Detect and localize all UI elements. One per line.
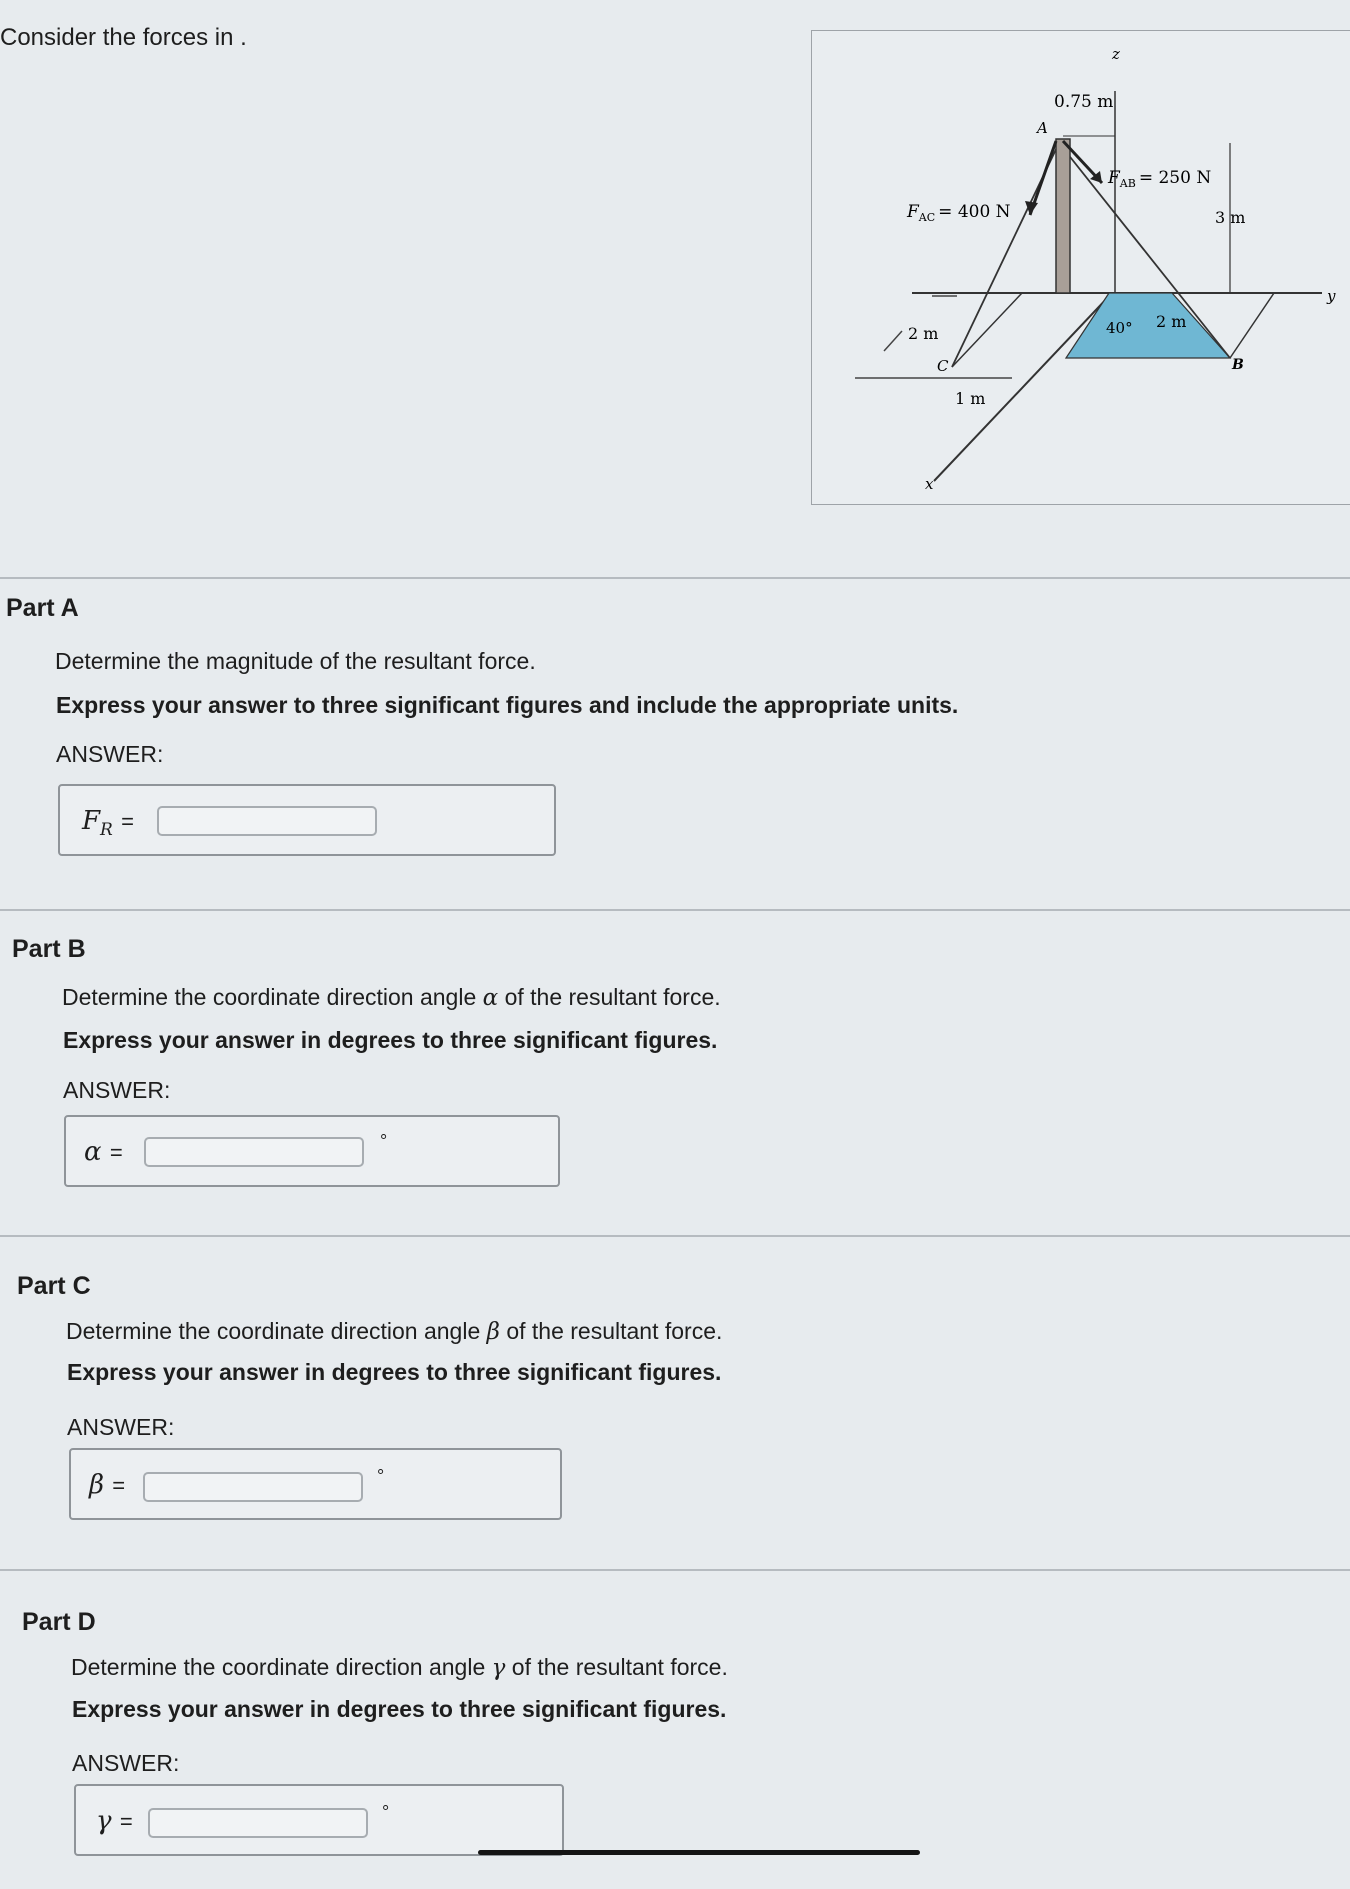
force-diagram [812, 31, 1350, 506]
one-m-label: 1 m [955, 389, 986, 408]
part-a-question: Determine the magnitude of the resultant force. [55, 648, 536, 674]
part-a-answer-label: ANSWER: [56, 741, 164, 767]
part-a-variable: $F_R$ = [82, 806, 134, 841]
part-c-answer-box [69, 1448, 562, 1520]
part-d-answer-label: ANSWER: [72, 1750, 180, 1776]
home-indicator-bar [478, 1850, 920, 1855]
section-divider [0, 1235, 1350, 1237]
part-d-answer-input[interactable] [148, 1808, 368, 1838]
part-a-instruction: Express your answer to three significant figures and include the appropriate units. [56, 692, 959, 718]
x-axis-label: x [925, 475, 934, 493]
part-a-answer-box [58, 784, 556, 856]
alpha-symbol: α [482, 985, 499, 1011]
beta-symbol: β [486, 1319, 500, 1345]
part-d-variable: γ = [96, 1806, 133, 1836]
tick-mark [884, 331, 902, 351]
part-b-answer-box [64, 1115, 560, 1187]
pole [1056, 139, 1070, 293]
part-b-degree-unit: ° [380, 1131, 388, 1151]
force-ab-label: $F_{AB} = 250$ N [1108, 168, 1212, 190]
part-b-answer-label: ANSWER: [63, 1077, 171, 1103]
part-d-answer-box [74, 1784, 564, 1856]
part-c-degree-unit: ° [377, 1466, 385, 1486]
part-c-title: Part C [17, 1272, 91, 1300]
part-b-question: Determine the coordinate direction angle α of the resultant force. [62, 984, 721, 1011]
part-d-instruction: Express your answer in degrees to three significant figures. [72, 1696, 727, 1722]
part-d-title: Part D [22, 1608, 96, 1636]
z-label: z [1112, 45, 1120, 63]
part-d-question: Determine the coordinate direction angle γ of the resultant force. [71, 1654, 728, 1681]
shaded-region [1066, 293, 1230, 358]
force-ac-label: $F_{AC} = 400$ N [907, 202, 1011, 224]
point-b-label: B [1232, 357, 1244, 373]
y-axis-label: y [1327, 287, 1336, 305]
part-a-answer-input[interactable] [157, 806, 377, 836]
two-m-left-label: 2 m [908, 324, 939, 343]
angle-label: 40° [1106, 319, 1133, 337]
problem-figure [811, 30, 1350, 505]
base-line-b [1230, 293, 1274, 358]
two-m-right-label: 2 m [1156, 312, 1187, 331]
three-m-label: 3 m [1215, 208, 1246, 227]
gamma-symbol: γ [491, 1655, 506, 1681]
x-axis-line [934, 293, 1112, 481]
part-d-degree-unit: ° [382, 1802, 390, 1822]
problem-intro: Consider the forces in . [0, 24, 247, 51]
part-b-title: Part B [12, 935, 86, 963]
part-a-title: Part A [6, 594, 79, 622]
part-c-answer-label: ANSWER: [67, 1414, 175, 1440]
part-c-variable: β = [89, 1470, 126, 1500]
part-b-answer-input[interactable] [144, 1137, 364, 1167]
section-divider [0, 909, 1350, 911]
section-divider [0, 577, 1350, 579]
base-line-c [952, 293, 1022, 367]
part-c-question: Determine the coordinate direction angle β of the resultant force. [66, 1318, 723, 1345]
point-a-label: A [1037, 119, 1048, 137]
part-c-answer-input[interactable] [143, 1472, 363, 1502]
section-divider [0, 1569, 1350, 1571]
part-c-instruction: Express your answer in degrees to three significant figures. [67, 1359, 722, 1385]
part-b-instruction: Express your answer in degrees to three significant figures. [63, 1027, 718, 1053]
part-b-variable: α = [84, 1137, 123, 1167]
top-dimension-label: 0.75 m [1054, 92, 1114, 112]
point-c-label: C [937, 357, 949, 375]
